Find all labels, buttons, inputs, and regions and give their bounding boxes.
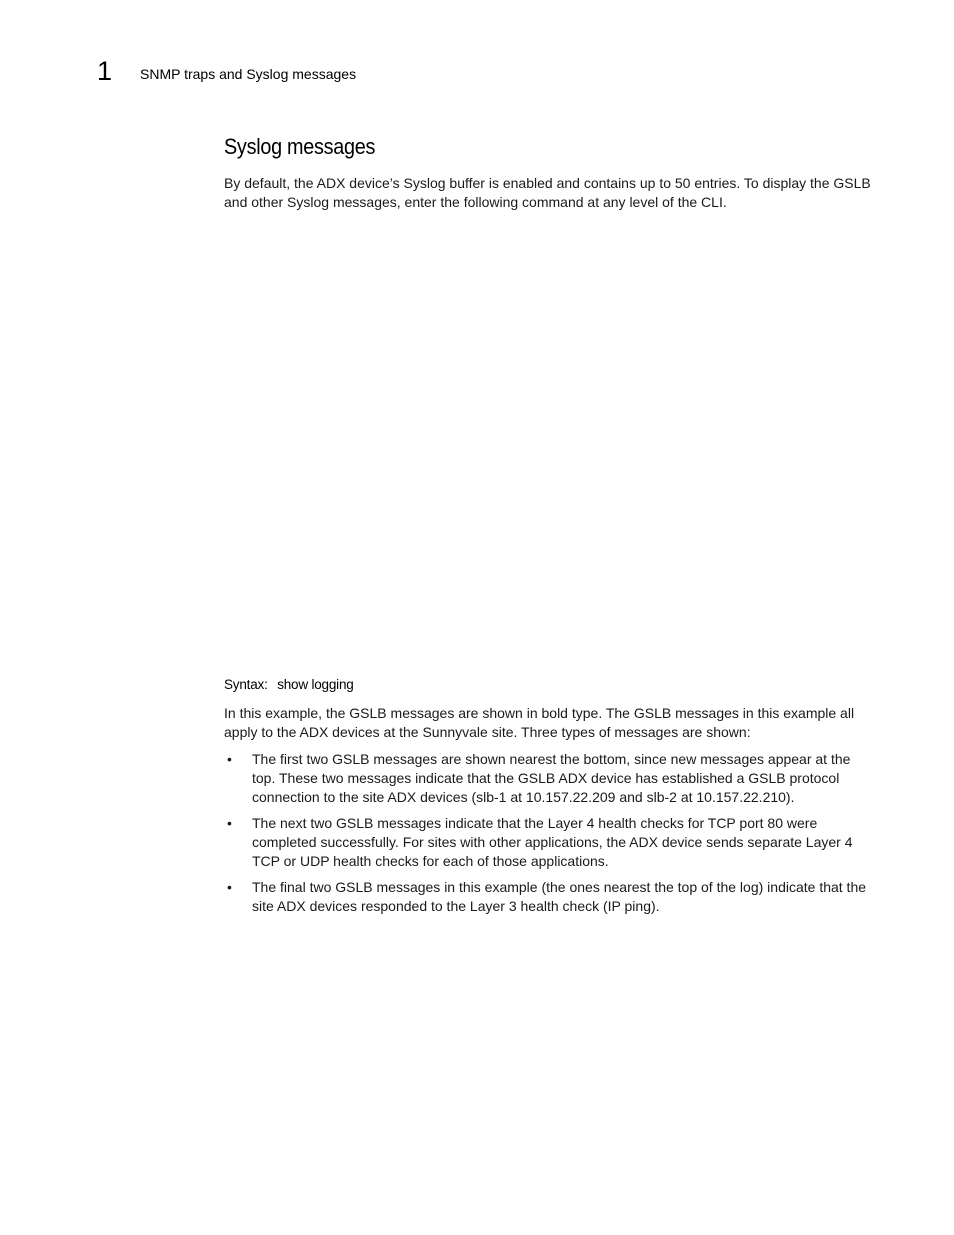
bullet-icon: •: [227, 879, 232, 895]
running-header: SNMP traps and Syslog messages: [140, 66, 357, 82]
explanation-paragraph: In this example, the GSLB messages are shown in bold type. The GSLB messages in this example all apply to the ADX devices at the Sunnyvale site. Three types of messages are shown:: [224, 705, 855, 740]
list-item: [224, 814, 874, 871]
bullet-icon: •: [227, 815, 232, 831]
list-item-text: The first two GSLB messages are shown nearest the bottom, since new messages appear at the top. These two messages indicate that the GSLB ADX device has established a GSLB protocol connection to the site ADX devices (slb-1 at 10.157.22.209 and slb-2 at 10.157.22.210).: [252, 751, 851, 805]
list-item-text: The final two GSLB messages in this example (the ones nearest the top of the log) indicate that the site ADX devices responded to the Layer 3 health check (IP ping).: [252, 879, 867, 914]
section-title: Syslog messages: [224, 134, 376, 159]
list-item: [224, 750, 874, 807]
syntax-command: show logging: [277, 677, 354, 692]
list-item-text: The next two GSLB messages indicate that the Layer 4 health checks for TCP port 80 were completed successfully. For sites with other applications, the ADX device sends separate Layer 4 TCP or UDP health checks for each of those applications.: [252, 815, 853, 869]
syntax-line: [224, 676, 354, 694]
list-item: [224, 878, 874, 916]
intro-paragraph: By default, the ADX device’s Syslog buffer is enabled and contains up to 50 entries. To display the GSLB and other Syslog messages, enter the following command at any level of the CLI.: [224, 175, 871, 210]
syntax-label: Syntax:: [224, 677, 268, 692]
chapter-number: 1: [97, 56, 113, 86]
bullet-list: [224, 750, 874, 923]
bullet-icon: •: [227, 751, 232, 767]
